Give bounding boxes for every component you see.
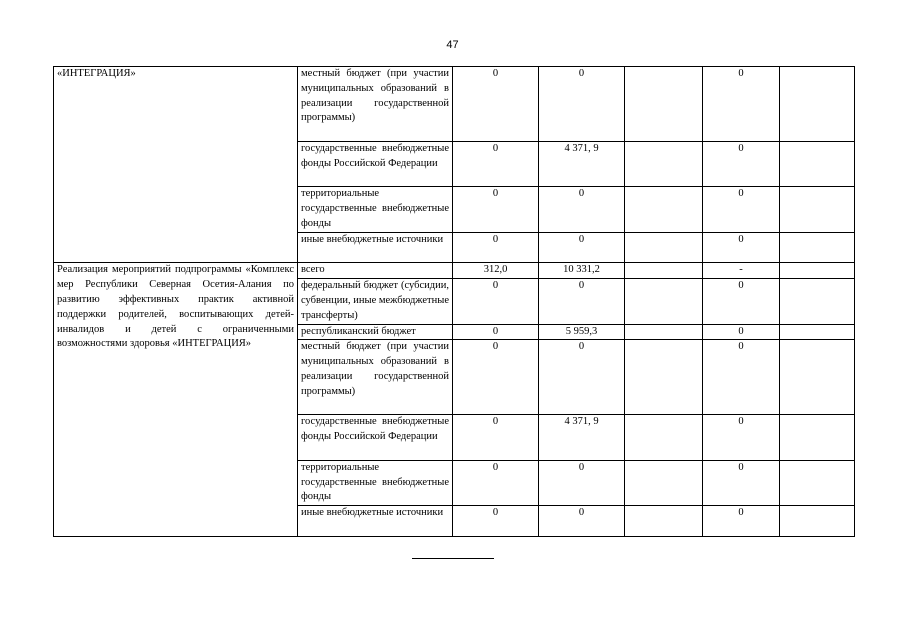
funding-source-cell	[298, 279, 453, 324]
value-cell-col6: 0	[703, 142, 780, 187]
value-cell-col3: 0	[453, 324, 539, 340]
empty-cell-col5	[625, 142, 703, 187]
funding-source: иные внебюджетные источники	[301, 233, 444, 245]
empty-cell-col7	[780, 415, 855, 460]
value-cell-col4: 4 371, 9	[539, 415, 625, 460]
empty-cell-col7	[780, 67, 855, 142]
value-cell-col4: 0	[539, 232, 625, 263]
value-cell-col4: 0	[539, 340, 625, 415]
funding-source-cell	[298, 187, 453, 232]
value-cell-col3: 0	[453, 415, 539, 460]
empty-cell-col5	[625, 232, 703, 263]
funding-source: республиканский бюджет	[301, 325, 416, 337]
measure-name-cell	[54, 263, 298, 536]
value-cell-col4: 0	[539, 279, 625, 324]
value-cell-col4: 0	[539, 67, 625, 142]
value-cell-col3: 0	[453, 340, 539, 415]
funding-source: государственные внебюджетные фонды Российской Федерации	[301, 416, 449, 443]
empty-cell-col5	[625, 324, 703, 340]
value-cell-col3: 312,0	[453, 263, 539, 279]
value-cell-col6: 0	[703, 232, 780, 263]
value-cell-col6: 0	[703, 506, 780, 537]
funding-source-cell	[298, 460, 453, 505]
value-cell-col4: 10 331,2	[539, 263, 625, 279]
empty-cell-col7	[780, 279, 855, 324]
empty-cell-col7	[780, 187, 855, 232]
page-number: 47	[446, 39, 459, 51]
funding-source: местный бюджет (при участии муниципальных образований в реализации государственной программы)	[301, 68, 449, 124]
value-cell-col3: 0	[453, 187, 539, 232]
value-cell-col3: 0	[453, 460, 539, 505]
value-cell-col3: 0	[453, 67, 539, 142]
funding-source-cell	[298, 232, 453, 263]
funding-source-cell	[298, 415, 453, 460]
empty-cell-col5	[625, 67, 703, 142]
funding-source-cell	[298, 324, 453, 340]
empty-cell-col5	[625, 415, 703, 460]
empty-cell-col5	[625, 263, 703, 279]
table-row	[54, 67, 855, 142]
empty-cell-col7	[780, 340, 855, 415]
value-cell-col3: 0	[453, 232, 539, 263]
value-cell-col4: 0	[539, 187, 625, 232]
funding-source-cell	[298, 506, 453, 537]
empty-cell-col7	[780, 506, 855, 537]
empty-cell-col7	[780, 324, 855, 340]
empty-cell-col7	[780, 142, 855, 187]
value-cell-col6: 0	[703, 324, 780, 340]
empty-cell-col7	[780, 460, 855, 505]
value-cell-col4: 5 959,3	[539, 324, 625, 340]
measure-name: «ИНТЕГРАЦИЯ»	[57, 68, 136, 79]
value-cell-col6: 0	[703, 67, 780, 142]
empty-cell-col5	[625, 279, 703, 324]
value-cell-col6: 0	[703, 460, 780, 505]
funding-source-cell	[298, 142, 453, 187]
funding-source-cell	[298, 340, 453, 415]
measure-name-cell	[54, 67, 298, 263]
funding-source: государственные внебюджетные фонды Российской Федерации	[301, 143, 449, 169]
measure-name: Реализация мероприятий подпрограммы «Комплекс мер Республики Северная Осетия-Алания по развитию эффективных практик активной поддержки родителей, воспитывающих детей-инвалидов и детей с ограниченными возможностями здоровья «ИНТЕГРАЦИЯ»	[57, 264, 294, 350]
value-cell-col6: 0	[703, 187, 780, 232]
funding-source: территориальные государственные внебюджетные фонды	[301, 461, 449, 503]
funding-source: иные внебюджетные источники	[301, 507, 444, 519]
empty-cell-col7	[780, 232, 855, 263]
empty-cell-col7	[780, 263, 855, 279]
table-row	[54, 263, 855, 279]
value-cell-col4: 0	[539, 460, 625, 505]
value-cell-col6: 0	[703, 279, 780, 324]
empty-cell-col5	[625, 460, 703, 505]
footnote-separator	[412, 558, 494, 559]
funding-source: федеральный бюджет (субсидии, субвенции, иные межбюджетные трансферты)	[301, 280, 449, 321]
value-cell-col3: 0	[453, 506, 539, 537]
empty-cell-col5	[625, 506, 703, 537]
funding-source: всего	[301, 264, 325, 276]
value-cell-col6: 0	[703, 415, 780, 460]
value-cell-col4: 4 371, 9	[539, 142, 625, 187]
budget-table	[53, 66, 855, 537]
empty-cell-col5	[625, 340, 703, 415]
funding-source-cell	[298, 263, 453, 279]
budget-table-body	[54, 67, 855, 537]
empty-cell-col5	[625, 187, 703, 232]
value-cell-col3: 0	[453, 279, 539, 324]
value-cell-col6: 0	[703, 340, 780, 415]
funding-source-cell	[298, 67, 453, 142]
funding-source: местный бюджет (при участии муниципальных образований в реализации государственной программы)	[301, 341, 449, 397]
funding-source: территориальные государственные внебюджетные фонды	[301, 188, 449, 229]
value-cell-col3: 0	[453, 142, 539, 187]
value-cell-col6: -	[703, 263, 780, 279]
value-cell-col4: 0	[539, 506, 625, 537]
